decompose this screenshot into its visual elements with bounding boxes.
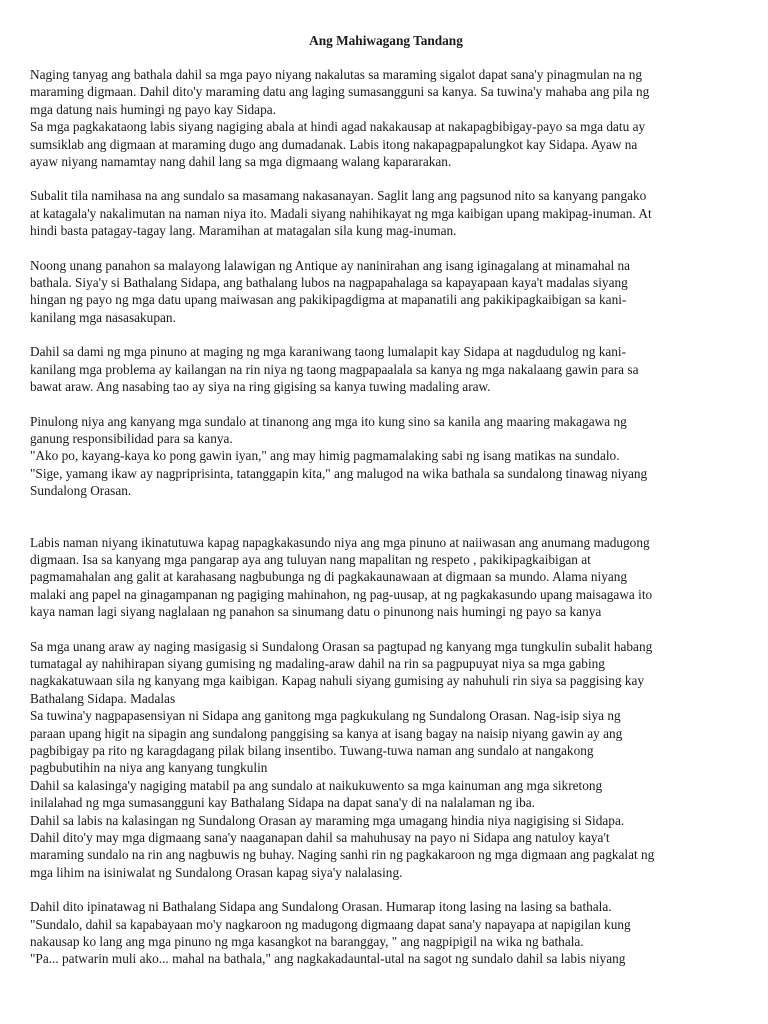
text-line: kaya naman lagi siyang naglalaan ng panahon sa sinumang datu o pinunong nais humingi ng payo sa kanya <box>30 604 602 620</box>
paragraph-8 <box>30 638 742 882</box>
document-title: Ang Mahiwagang Tandang <box>309 33 463 48</box>
text-line: Dahil dito ipinatawag ni Bathalang Sidapa ang Sundalong Orasan. Humarap itong lasing na lasing sa bathala. <box>30 899 612 915</box>
text-line: kanilang mga nasasakupan. <box>30 309 176 325</box>
paragraph-9 <box>30 898 742 968</box>
text-line: paraan upang higit na sipagin ang sundalong panggising sa kanya at isang bagay na naisip niyang gawin ay ang <box>30 725 623 741</box>
text-line: "Sundalo, dahil sa kapabayaan mo'y nagkaroon ng madugong digmaang dapat sana'y napayapa at napigilan kung <box>30 916 631 932</box>
text-line: maraming digmaan. Dahil dito'y maraming datu ang laging sumasangguni sa kanya. Sa tuwina'y mahaba ang pila ng <box>30 84 650 100</box>
text-line: Sa tuwina'y nagpapasensiyan ni Sidapa ang ganitong mga pagkukulang ng Sundalong Orasan. Nag-isip siya ng <box>30 708 621 724</box>
text-line: Subalit tila namihasa na ang sundalo sa masamang nakasanayan. Saglit lang ang pagsunod nito sa kanyang pangako <box>30 188 647 204</box>
text-line: Sa mga pagkakataong labis siyang nagiging abala at hindi agad nakakausap at nakapagbibigay-payo sa mga datu ay <box>30 119 646 135</box>
text-line: mga lihim na isiniwalat ng Sundalong Orasan kapag siya'y nalalasing. <box>30 864 403 880</box>
document-page <box>30 32 742 968</box>
text-line: sumsiklab ang digmaan at maraming dugo ang dumadanak. Labis itong nakapagpapalungkot kay Sidapa. Ayaw na <box>30 136 638 152</box>
text-line: digmaan. Isa sa kanyang mga pangarap aya ang tuluyan nang mapalitan ng respeto , pakikipagkaibigan at <box>30 551 591 567</box>
text-line: Naging tanyag ang bathala dahil sa mga payo niyang nakalutas sa maraming sigalot dapat sana'y pinagmulan na ng <box>30 67 643 82</box>
paragraph-4 <box>30 257 742 327</box>
text-line: Sa mga unang araw ay naging masigasig si Sundalong Orasan sa pagtupad ng kanyang mga tungkulin subalit habang <box>30 638 653 654</box>
text-line: "Ako po, kayang-kaya ko pong gawin iyan," ang may himig pagmamalaking sabi ng isang matikas na sundalo. <box>30 448 620 464</box>
text-line: Dahil sa kalasinga'y nagiging matabil pa ang sundalo at naikukuwento sa mga kainuman ang mga sikretong <box>30 777 603 793</box>
text-line: nagkakatuwaan sila ng kanyang mga kaibigan. Kapag nahuli siyang gumising ay nahuhuli rin siya sa paggising kay <box>30 673 645 689</box>
text-line: kanilang mga problema ay kailangan na rin niya ng taong magpapaalala sa kanya ng mga nakalaang gawin para sa <box>30 361 639 377</box>
text-line: tumatagal ay nahihirapan siyang gumising ng madaling-araw dahil na rin sa pagpupuyat niya sa mga gabing <box>30 655 605 671</box>
text-line: pagbibigay pa rito ng karagdagang pilak bilang insentibo. Tuwang-tuwa naman ang sundalo at nangakong <box>30 743 594 758</box>
text-line: Dahil sa dami ng mga pinuno at maging ng mga karaniwang taong lumalapit kay Sidapa at nagdudulog ng kani- <box>30 344 627 360</box>
text-line: ganung responsibilidad para sa kanya. <box>30 430 233 446</box>
text-line: Labis naman niyang ikinatutuwa kapag napagkakasundo niya ang mga pinuno at naiiwasan ang anumang madugong <box>30 534 650 550</box>
text-line: Dahil dito'y may mga digmaang sana'y naaganapan dahil sa mahuhusay na payo ni Sidapa ang natuloy kaya't <box>30 830 610 846</box>
text-line: hindi basta patagay-tagay lang. Maramihan at matagalan sila kung mag-inuman. <box>30 223 457 239</box>
text-line: pagmamahalan ang galit at karahasang nagbubunga ng di pagkakaunawaan at digmaan sa mundo. Alama niyang <box>30 569 628 585</box>
text-line: Bathalang Sidapa. Madalas <box>30 690 176 706</box>
text-line: Noong unang panahon sa malayong lalawigan ng Antique ay naninirahan ang isang iginagalang at minamahal na <box>30 257 631 273</box>
text-line: ayaw niyang namamtay nang dahil lang sa mga digmaang walang kapararakan. <box>30 154 452 170</box>
text-line: at katagala'y nakalimutan na naman niya ito. Madali siyang nahihikayat ng mga kaibigan upang makipag-inuman. At <box>30 205 652 221</box>
text-line: Pinulong niya ang kanyang mga sundalo at tinanong ang mga ito kung sino sa kanila ang maaring makagawa ng <box>30 413 627 429</box>
text-line: "Pa... patwarin muli ako... mahal na bathala," ang nagkakadauntal-utal na sagot ng sundalo dahil sa labis niyang <box>30 951 626 967</box>
paragraph-3 <box>30 187 742 239</box>
text-line: nakausap ko lang ang mga pinuno ng mga kasangkot na baranggay, " ang nagpipigil na wika ng bathala. <box>30 934 584 950</box>
text-line: pagbubutihin na niya ang kanyang tungkulin <box>30 760 268 776</box>
text-line: malaki ang papel na ginagampanan ng pagiging mahinahon, ng pag-uusap, at ng pagkakasundo upang maisagawa ito <box>30 586 653 602</box>
text-line: mga datung nais humingi ng payo kay Sidapa. <box>30 101 276 117</box>
text-line: bathala. Siya'y si Bathalang Sidapa, ang bathalang lubos na nagpapahalaga sa kapayapaan kaya't madalas siyang <box>30 275 628 291</box>
text-line: Sundalong Orasan. <box>30 483 132 499</box>
text-line: "Sige, yamang ikaw ay nagpriprisinta, tatanggapin kita," ang malugod na wika bathala sa sundalong tinawag niyang <box>30 465 648 481</box>
paragraph-1 <box>30 66 742 170</box>
paragraph-5 <box>30 343 742 395</box>
text-line: maraming sundalo na rin ang nagbuwis ng buhay. Naging sanhi rin ng pagkakaroon ng mga digmaan ang pagkalat ng <box>30 847 655 863</box>
paragraph-7 <box>30 534 742 621</box>
paragraph-6 <box>30 413 742 500</box>
text-line: inilalahad ng mga sumasangguni kay Bathalang Sidapa na dapat sana'y di na nalalaman ng iba. <box>30 795 535 811</box>
text-line: bawat araw. Ang nasabing tao ay siya na ring gigising sa kanya tuwing madaling araw. <box>30 379 491 395</box>
text-line: hingan ng payo ng mga datu upang maiwasan ang pakikipagdigma at mapanatili ang pakikipagkaibigan sa kani- <box>30 292 627 308</box>
text-line: Dahil sa labis na kalasingan ng Sundalong Orasan ay maraming mga umagang hindia niya nagigising si Sidapa. <box>30 812 625 828</box>
